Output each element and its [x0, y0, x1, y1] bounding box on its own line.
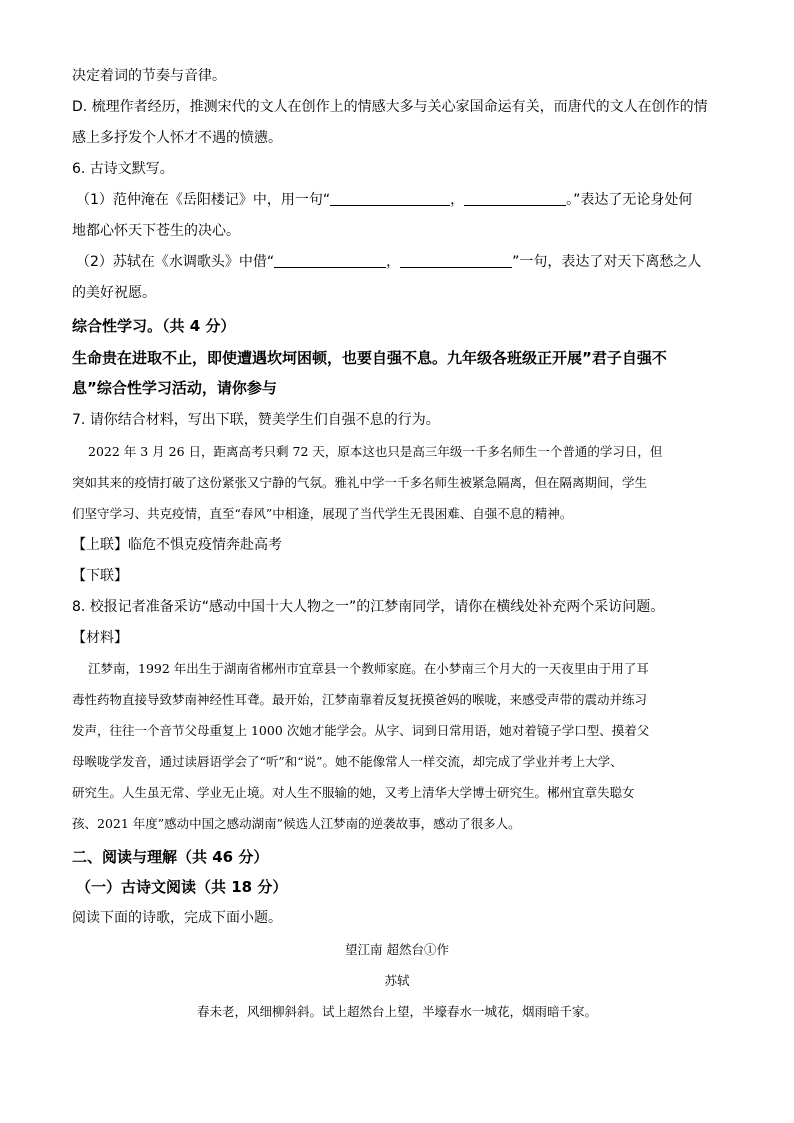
q6-p2-sep: ， — [386, 254, 401, 270]
q6-p2-suffix: ”一句，表达了对天下离愁之人 — [512, 254, 702, 270]
material-line: 母喉咙学发音，通过读唇语学会了“听”和“说”。她不能像常人一样交流，却完成了学业并考上大学、 — [72, 754, 623, 769]
answer-blank[interactable] — [464, 191, 566, 206]
answer-blank[interactable] — [274, 253, 386, 268]
material-line: 毒性药物直接导致梦南神经性耳聋。最开始，江梦南靠着反复抚摸爸妈的喉咙，来感受声带的震动并练习 — [72, 692, 648, 707]
poem-title: 望江南 超然台①作 — [345, 942, 449, 957]
text-line: 感上多抒发个人怀才不遇的愤懑。 — [72, 130, 282, 146]
section-heading: 综合性学习。（共 4 分） — [72, 317, 236, 335]
section-intro: 生命贵在进取不止，即使遭遇坎坷困顿，也要自强不息。九年级各班级正开展”君子自强不 — [72, 349, 667, 367]
couplet-first-line: 【上联】临危不惧克疫情奔赴高考 — [72, 537, 282, 553]
text-line: 决定着词的节奏与音律。 — [72, 68, 226, 84]
answer-blank[interactable] — [400, 253, 512, 268]
poem-author: 苏轼 — [384, 973, 410, 988]
instruction: 阅读下面的诗歌，完成下面小题。 — [72, 910, 282, 926]
material-line: 们坚守学习、共克疫情，直至“春风”中相逢，展现了当代学生无畏困难、自强不息的精神。 — [72, 506, 573, 521]
q6-p1-prefix: （1）范仲淹在《岳阳楼记》中，用一句“ — [76, 192, 331, 208]
section-intro: 息”综合性学习活动，请你参与 — [72, 379, 277, 397]
question-6-part-1 — [76, 190, 732, 210]
question-6-part-2 — [76, 252, 732, 272]
material-line: 孩、2021 年度”感动中国之感动湖南”候选人江梦南的逆袭故事，感动了很多人。 — [72, 816, 521, 831]
material-line: 突如其来的疫情打破了这份紧张又宁静的气氛。雅礼中学一千多名师生被紧急隔离，但在隔离期间，学生 — [72, 475, 648, 490]
material-label: 【材料】 — [72, 630, 128, 646]
text-line: 地都心怀天下苍生的决心。 — [72, 223, 240, 239]
text-line: 的美好祝愿。 — [72, 285, 156, 301]
q6-p2-prefix: （2）苏轼在《水调歌头》中借“ — [76, 254, 275, 270]
question-8-prompt: 8. 校报记者准备采访“感动中国十大人物之一”的江梦南同学，请你在横线处补充两个采访问题。 — [72, 599, 665, 615]
q6-p1-sep: ， — [450, 192, 465, 208]
section-heading: 二、阅读与理解（共 46 分） — [72, 848, 269, 866]
question-7-prompt: 7. 请你结合材料，写出下联，赞美学生们自强不息的行为。 — [72, 412, 440, 428]
material-line: 研究生。人生虽无常、学业无止境。对人生不服输的她，又考上清华大学博士研究生。郴州宜章失聪女 — [72, 785, 635, 800]
material-line: 2022 年 3 月 26 日，距离高考只剩 72 天，原本这也只是高三年级一千多名师生一个普通的学习日，但 — [88, 444, 663, 459]
answer-blank[interactable] — [330, 191, 450, 206]
material-line: 江梦南，1992 年出生于湖南省郴州市宜章县一个教师家庭。在小梦南三个月大的一天夜里由于用了耳 — [88, 661, 649, 676]
poem-text: 春未老，风细柳斜斜。试上超然台上望，半壕春水一城花，烟雨暗千家。 — [196, 1004, 597, 1019]
q6-p1-suffix: 。”表达了无论身处何 — [566, 192, 693, 208]
subsection-heading: （一）古诗文阅读（共 18 分） — [76, 878, 288, 896]
material-line: 发声，往往一个音节父母重复上 1000 次她才能学会。从字、词到日常用语，她对着镜子学口型、摸着父 — [72, 723, 650, 738]
option-d: D. 梳理作者经历，推测宋代的文人在创作上的情感大多与关心家国命运有关，而唐代的文人在创作的情 — [72, 99, 708, 115]
couplet-second-line: 【下联】 — [72, 568, 128, 584]
question-6-title: 6. 古诗文默写。 — [72, 161, 174, 177]
